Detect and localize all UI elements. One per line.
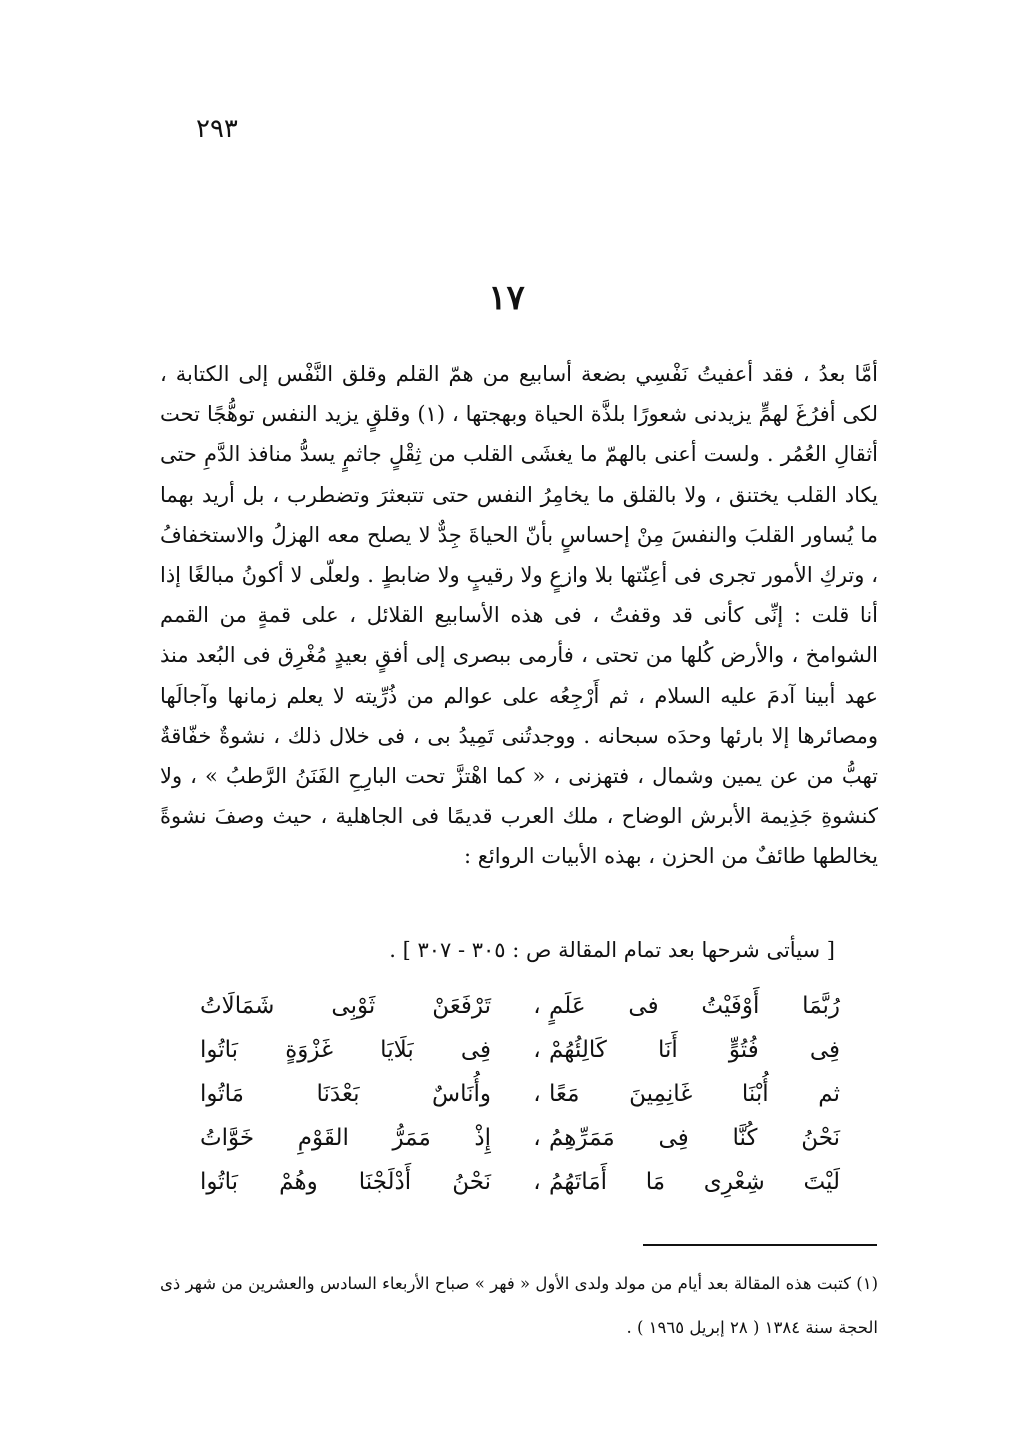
first-hemistich: فِى فُتُوٍّ أَنَا كَالِئُهُمْ (549, 1037, 840, 1063)
second-hemistich: وأُنَاسٌ بَعْدَنَا مَاتُوا (200, 1081, 491, 1107)
second-hemistich: نَحْنُ أَدْلَجْنَا وهُمْ بَاتُوا (200, 1169, 491, 1195)
footnote (160, 1262, 878, 1350)
poem (200, 984, 840, 1204)
verse-separator: ، (533, 1037, 541, 1063)
verse-separator: ، (533, 1081, 541, 1107)
first-hemistich: نَحْنُ كُنَّا فِى مَمَرِّهِمُ (549, 1125, 840, 1151)
first-hemistich: لَيْتَ شِعْرِى مَا أَمَاتَهُمُ (549, 1169, 840, 1195)
chapter-number: ١٧ (488, 278, 525, 318)
footnote-divider (643, 1244, 877, 1246)
editor-note: [ سيأتى شرحها بعد تمام المقالة ص : ٣٠٥ - ٣٠٧ ] . (389, 938, 835, 962)
body-paragraph (160, 354, 878, 877)
second-hemistich: إِذْ مَمَرُّ القَوْمِ خَوَّاتُ (200, 1125, 491, 1151)
poem-verse (200, 1160, 840, 1204)
paragraph-text: أمَّا بعدُ ، فقد أعفيتُ نَفْسِي بضعة أسابيع من همّ القلم وقلق النَّفْس إلى الكتابة ، لكى أفرُغَ لهمٍّ يزيدنى شعورًا بلذَّة الحياة وبهجتها ، (١) وقلقٍ يزيد النفس توهُّجًا تحت أثقالِ العُمُر . ولست أعنى بالهمّ ما يغشَى القلب من ثِقْلٍ جاثمٍ يسدُّ منافذ الدَّمِ حتى يكاد القلب يختنق ، ولا بالقلق ما يخامِرُ النفس حتى تتبعثرَ وتضطرب ، بل أريد بهما ما يُساور القلبَ والنفسَ مِنْ إحساسٍ بأنّ الحياةَ جِدٌّ لا يصلح معه الهزلُ والاستخفافُ ، وتركِ الأمور تجرى فى أعِنّتها بلا وازعٍ ولا رقيبٍ ولا ضابطٍ . ولعلّى لا أكونُ مبالغًا إذا أنا قلت : إنِّى كأنى قد وقفتُ ، فى هذه الأسابيع القلائل ، على قمةٍ من القمم الشوامخ ، والأرض كُلها من تحتى ، فأرمى ببصرى إلى أفقٍ بعيدٍ مُغْرِق فى البُعد منذ عهد أبينا آدمَ عليه السلام ، ثم أَرْجِعُه على عوالم من ذُرِّيته لا يعلم زمانها وآجالَها ومصائرها إلا بارئها وحدَه سبحانه . ووجدتُنى تَمِيدُ بى ، فى خلال ذلك ، نشوةٌ خفّاقةٌ تهبُّ من عن يمين وشمال ، فتهزنى ، « كما اهْتزَّ تحت البارِحِ الفَنَنُ الرَّطبُ » ، ولا كنشوةِ جَذِيمة الأبرش الوضاح ، ملك العرب قديمًا فى الجاهلية ، حيث وصفَ نشوةً يخالطها طائفٌ من الحزن ، بهذه الأبيات الروائع : (160, 362, 878, 869)
poem-verse (200, 1116, 840, 1160)
second-hemistich: تَرْفَعَنْ ثَوْبِى شَمَالَاتُ (200, 993, 491, 1019)
verse-separator: ، (533, 1169, 541, 1195)
verse-separator: ، (533, 993, 541, 1019)
poem-verse (200, 1072, 840, 1116)
verse-separator: ، (533, 1125, 541, 1151)
second-hemistich: فِى بَلَايَا غَزْوَةٍ بَاتُوا (200, 1037, 491, 1063)
poem-verse (200, 1028, 840, 1072)
footnote-text: (١) كتبت هذه المقالة بعد أيام من مولد ولدى الأول « فهر » صباح الأربعاء السادس والعشرين من شهر ذى الحجة سنة ١٣٨٤ ( ٢٨ إبريل ١٩٦٥ ) . (160, 1274, 878, 1337)
page-number: ٢٩٣ (196, 114, 238, 144)
first-hemistich: رُبَّمَا أَوْفَيْتُ فى عَلَمٍ (549, 993, 840, 1019)
poem-verse (200, 984, 840, 1028)
first-hemistich: ثم أُبْنَا غَانِمِينَ مَعًا (549, 1081, 840, 1107)
